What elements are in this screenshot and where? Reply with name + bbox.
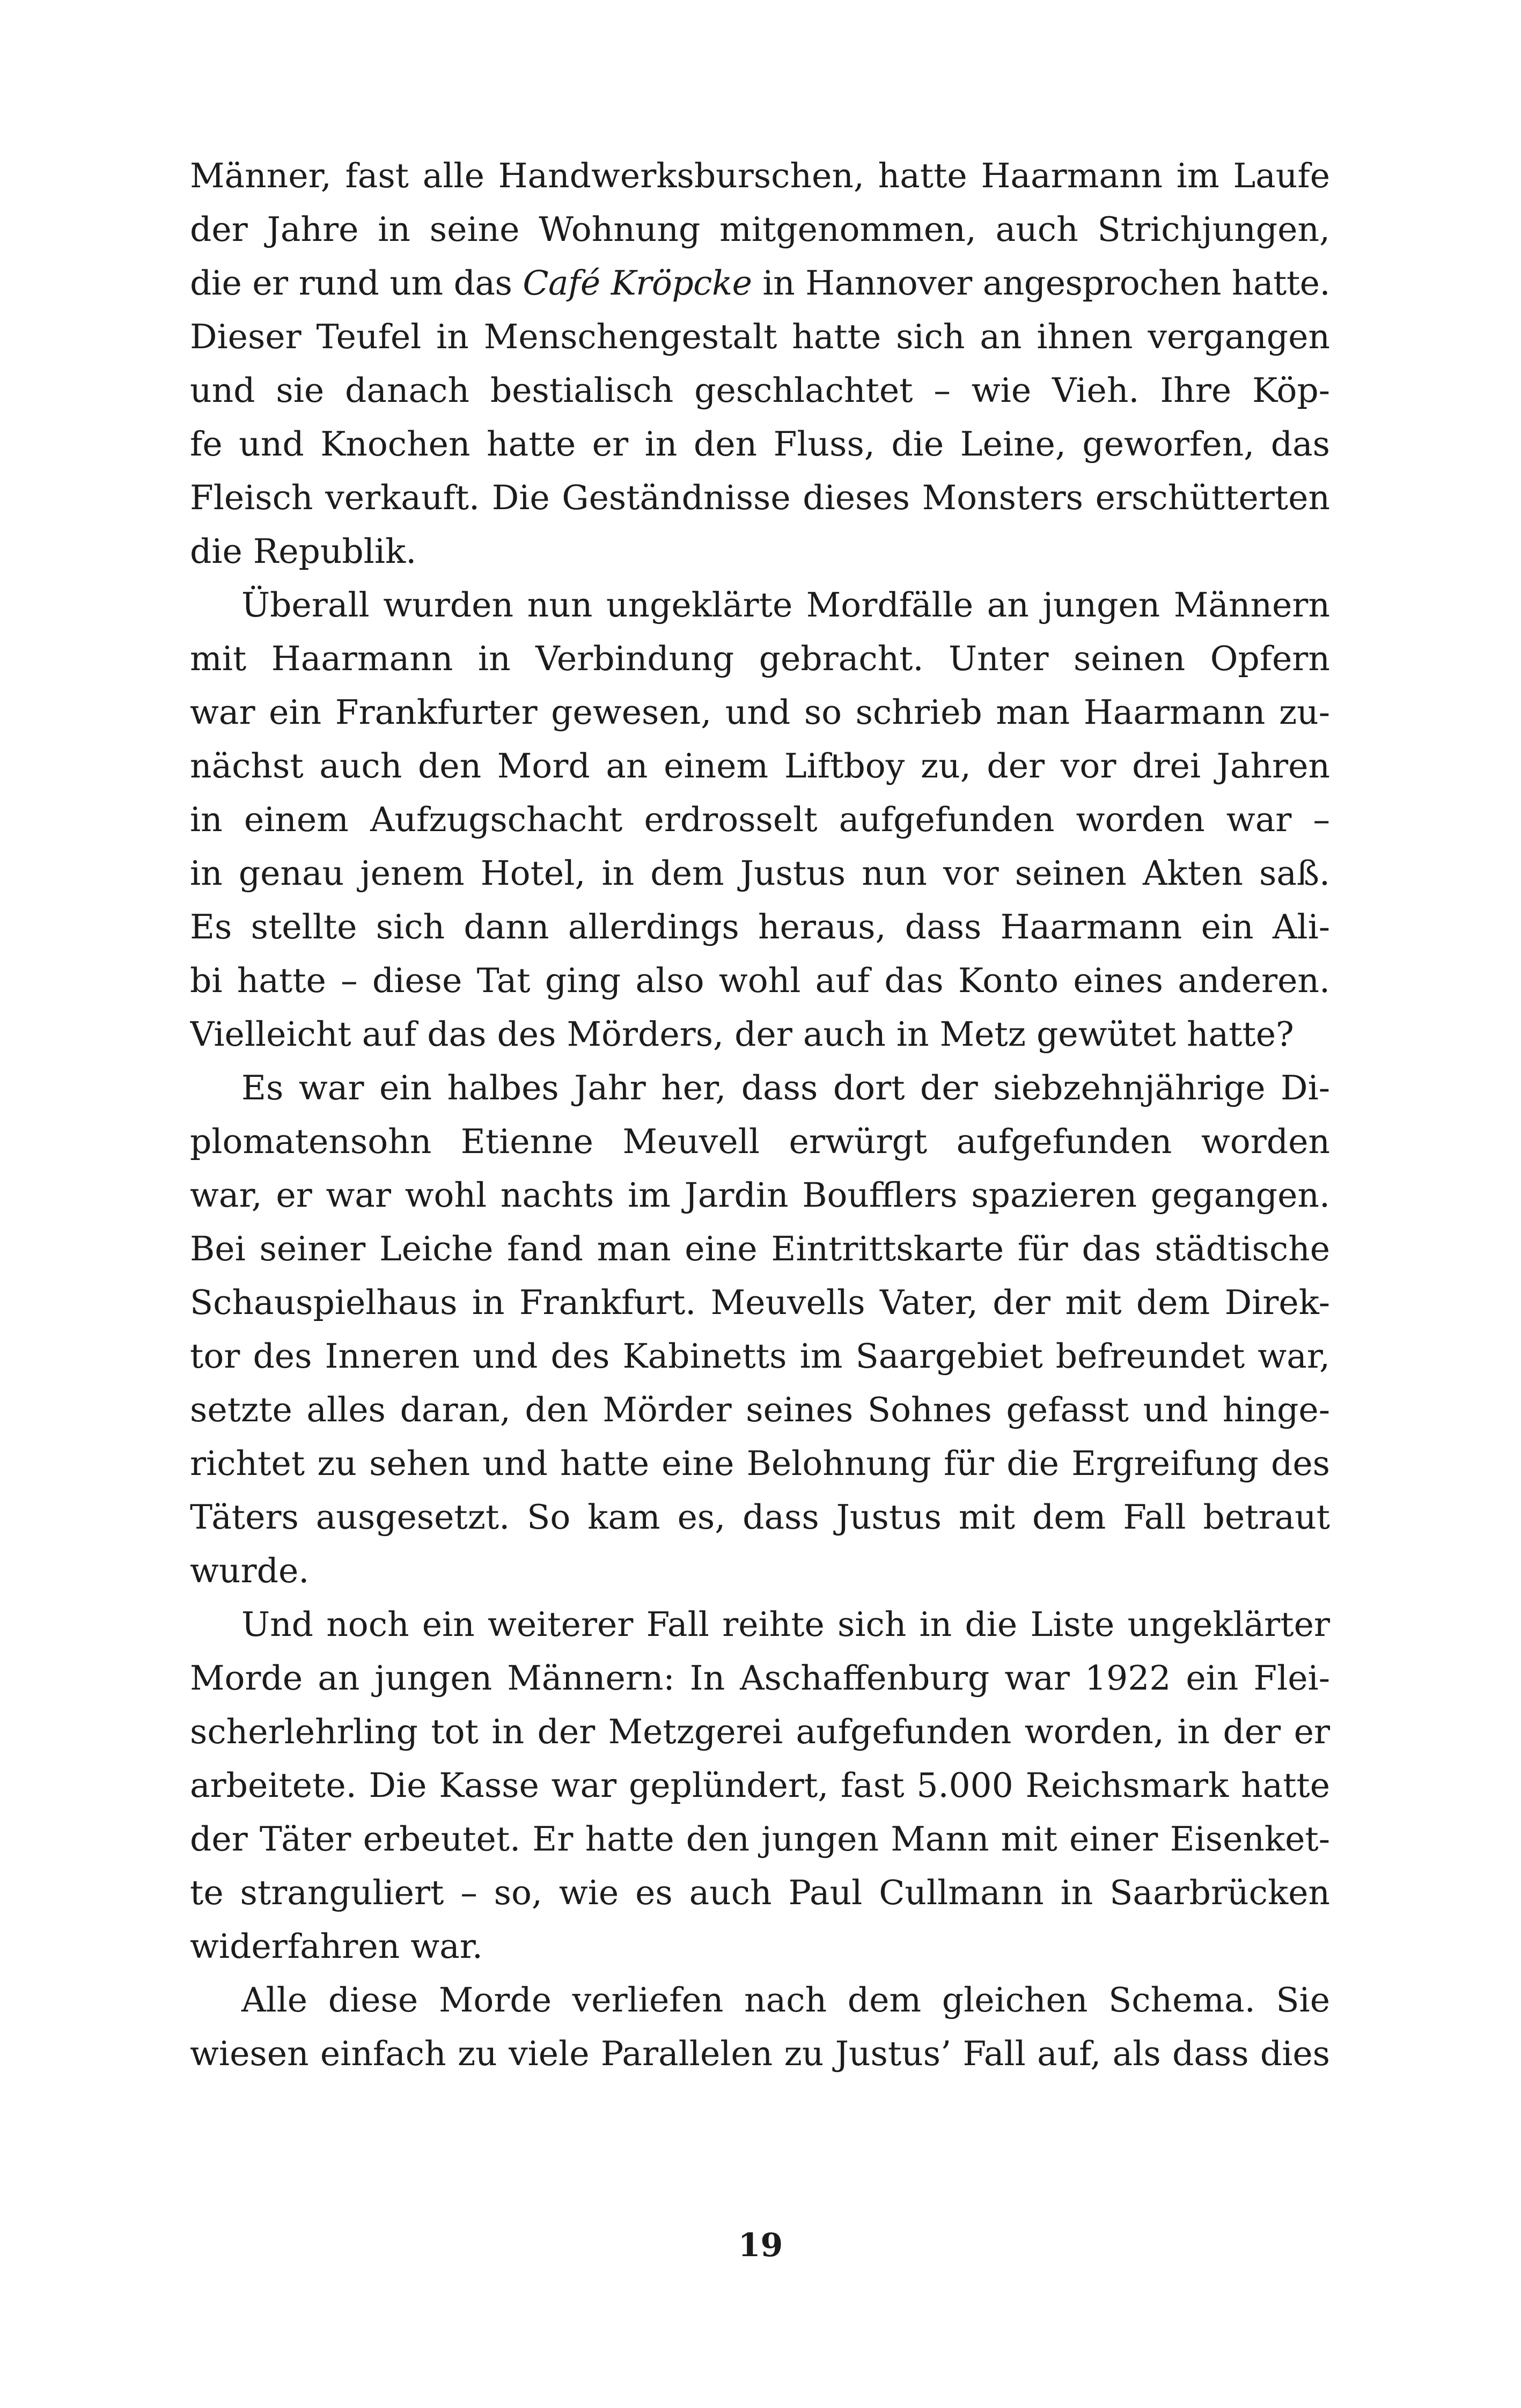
text-line: Dieser Teufel in Menschengestalt hatte sich an ihnen vergangen xyxy=(190,317,1330,356)
text-line: tor des Inneren und des Kabinetts im Saargebiet befreundet war, xyxy=(190,1337,1330,1376)
text-line: die Republik. xyxy=(190,532,417,571)
text-line: Schauspielhaus in Frankfurt. Meuvells Vater, der mit dem Direk- xyxy=(190,1283,1330,1322)
text-line: Überall wurden nun ungeklärte Mordfälle an jungen Männern xyxy=(241,585,1330,625)
text-line: wiesen einfach zu viele Parallelen zu Justus’ Fall auf, als dass dies xyxy=(190,2034,1330,2073)
text-line: Bei seiner Leiche fand man eine Eintrittskarte für das städtische xyxy=(190,1229,1330,1268)
text-line xyxy=(190,256,1330,310)
text-line: setzte alles daran, den Mörder seines Sohnes gefasst und hinge- xyxy=(190,1390,1330,1429)
text-line: Es war ein halbes Jahr her, dass dort der siebzehnjährige Di- xyxy=(241,1068,1330,1107)
line-part: die er rund um das xyxy=(190,263,523,303)
text-line: richtet zu sehen und hatte eine Belohnung für die Ergreifung des xyxy=(190,1444,1330,1483)
text-line: Morde an jungen Männern: In Aschaffenburg war 1922 ein Flei- xyxy=(190,1658,1330,1698)
body-text xyxy=(190,149,1330,2081)
text-line: und sie danach bestialisch geschlachtet – wie Vieh. Ihre Köp- xyxy=(190,371,1330,410)
text-line: in einem Aufzugschacht erdrosselt aufgefunden worden war – xyxy=(190,800,1330,839)
text-line: Fleisch verkauft. Die Geständnisse dieses Monsters erschütterten xyxy=(190,478,1330,517)
line-part: in Hannover angesprochen hatte. xyxy=(752,263,1330,303)
cafe-name: Café Kröpcke xyxy=(523,263,752,303)
text-line: Alle diese Morde verliefen nach dem gleichen Schema. Sie xyxy=(241,1980,1330,2020)
text-line: Männer, fast alle Handwerksburschen, hatte Haarmann im Laufe xyxy=(190,156,1330,195)
text-line: in genau jenem Hotel, in dem Justus nun vor seinen Akten saß. xyxy=(190,854,1330,893)
text-line: mit Haarmann in Verbindung gebracht. Unter seinen Opfern xyxy=(190,639,1330,678)
page-number: 19 xyxy=(738,2227,783,2264)
text-line: Es stellte sich dann allerdings heraus, dass Haarmann ein Ali- xyxy=(190,907,1330,946)
text-line: arbeitete. Die Kasse war geplündert, fast 5.000 Reichsmark hatte xyxy=(190,1766,1330,1805)
text-line: fe und Knochen hatte er in den Fluss, die Leine, geworfen, das xyxy=(190,424,1330,464)
text-line: wurde. xyxy=(190,1551,310,1590)
text-line: widerfahren war. xyxy=(190,1927,483,1966)
text-line: nächst auch den Mord an einem Liftboy zu, der vor drei Jahren xyxy=(190,746,1330,785)
text-line: plomatensohn Etienne Meuvell erwürgt aufgefunden worden xyxy=(190,1122,1330,1161)
text-line: Vielleicht auf das des Mörders, der auch in Metz gewütet hatte? xyxy=(190,1015,1294,1054)
text-line: te stranguliert – so, wie es auch Paul Cullmann in Saarbrücken xyxy=(190,1873,1330,1912)
text-line: war ein Frankfurter gewesen, und so schrieb man Haarmann zu- xyxy=(190,693,1330,732)
text-line: der Jahre in seine Wohnung mitgenommen, auch Strichjungen, xyxy=(190,210,1330,249)
text-line: der Täter erbeutet. Er hatte den jungen Mann mit einer Eisenket- xyxy=(190,1819,1330,1859)
text-line: Und noch ein weiterer Fall reihte sich in die Liste ungeklärter xyxy=(241,1605,1330,1644)
text-line: bi hatte – diese Tat ging also wohl auf das Konto eines anderen. xyxy=(190,961,1330,1000)
text-line: scherlehrling tot in der Metzgerei aufgefunden worden, in der er xyxy=(190,1712,1330,1751)
text-line: war, er war wohl nachts im Jardin Boufflers spazieren gegangen. xyxy=(190,1176,1330,1215)
text-line: Täters ausgesetzt. So kam es, dass Justus mit dem Fall betraut xyxy=(190,1497,1330,1537)
